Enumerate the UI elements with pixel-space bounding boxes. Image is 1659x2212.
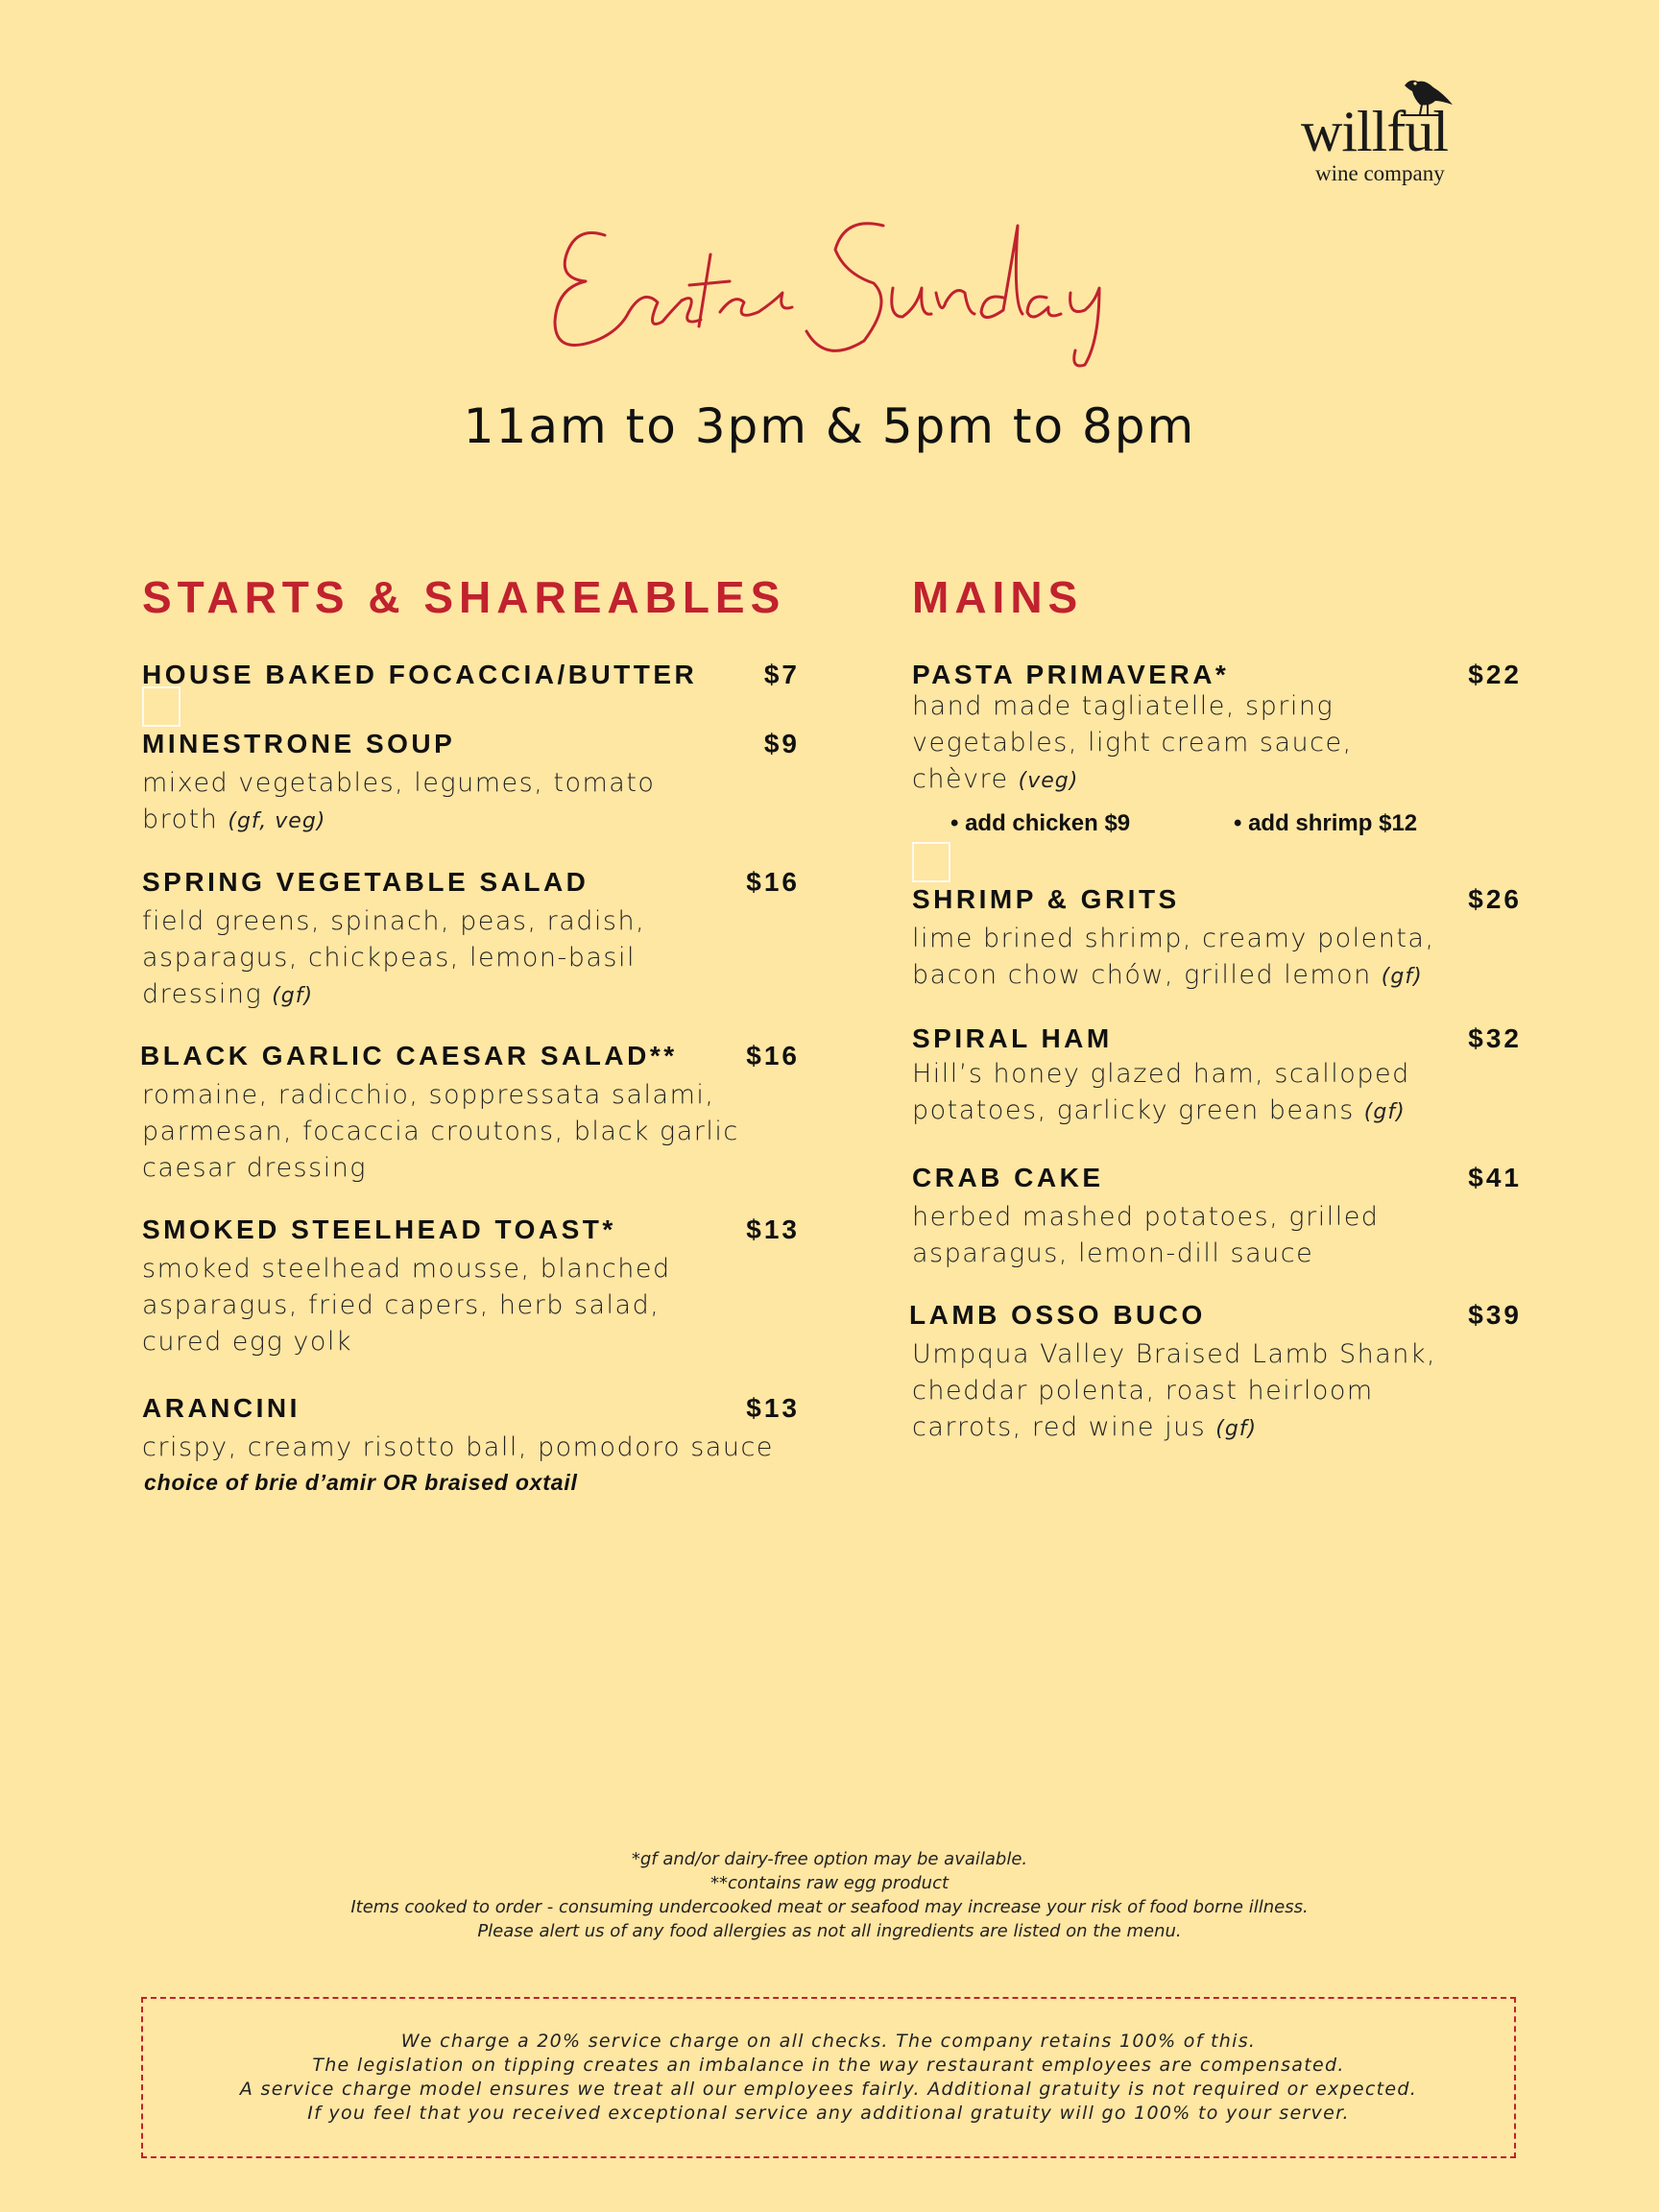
section-heading-starts: STARTS & SHAREABLES	[142, 572, 786, 622]
item-price: $7	[763, 660, 800, 689]
item-description	[912, 1056, 1410, 1131]
item-name: SPIRAL HAM	[912, 1023, 1113, 1053]
brand-subtitle: wine company	[1315, 161, 1445, 185]
item-price: $16	[746, 1041, 800, 1070]
item-name: HOUSE BAKED FOCACCIA/BUTTER	[142, 660, 698, 689]
item-name: CRAB CAKE	[912, 1163, 1104, 1192]
service-line: A service charge model ensures we treat all our employees fairly. Additional gratuity is not required or expected.	[239, 2079, 1418, 2100]
item-description	[912, 921, 1435, 996]
description-line: crispy, creamy risotto ball, pomodoro sauce	[142, 1432, 774, 1462]
description-line: Hill’s honey glazed ham, scalloped	[912, 1059, 1410, 1089]
description-line: potatoes, garlicky green beans	[912, 1095, 1355, 1125]
item-price: $16	[746, 867, 800, 897]
addon-chicken: • add chicken $9	[950, 810, 1131, 836]
description-line: Umpqua Valley Braised Lamb Shank,	[912, 1339, 1437, 1369]
opening-hours: 11am to 3pm & 5pm to 8pm	[463, 398, 1196, 454]
diet-tag: (gf)	[1381, 965, 1423, 989]
menu-title-script	[538, 197, 1133, 370]
service-line: We charge a 20% service charge on all checks. The company retains 100% of this.	[400, 2031, 1257, 2052]
description-line: herbed mashed potatoes, grilled	[912, 1202, 1380, 1232]
service-charge-box	[141, 1997, 1516, 2158]
description-line: asparagus, chickpeas, lemon-basil	[142, 943, 636, 973]
description-line: lime brined shrimp, creamy polenta,	[912, 924, 1435, 953]
item-description	[142, 765, 655, 840]
description-line: asparagus, lemon-dill sauce	[912, 1238, 1314, 1268]
description-line: bacon chow chów, grilled lemon	[912, 960, 1372, 990]
diet-tag: (gf)	[272, 984, 314, 1008]
description-line: romaine, radicchio, soppressata salami,	[142, 1080, 715, 1110]
service-line: If you feel that you received exceptional service any additional gratuity will go 100% to your server.	[307, 2103, 1350, 2124]
item-price: $13	[746, 1393, 800, 1423]
item-price: $41	[1468, 1163, 1522, 1192]
section-heading-mains: MAINS	[912, 572, 1084, 622]
item-name: MINESTRONE SOUP	[142, 729, 456, 758]
item-price: $39	[1468, 1300, 1522, 1330]
allergy-disclaimer	[0, 1847, 1659, 1943]
brand-logo	[1301, 72, 1493, 187]
item-price: $9	[763, 729, 800, 758]
item-name: PASTA PRIMAVERA*	[912, 660, 1230, 689]
description-line: carrots, red wine jus	[912, 1412, 1207, 1442]
item-name: ARANCINI	[142, 1393, 301, 1423]
item-name: LAMB OSSO BUCO	[909, 1300, 1206, 1330]
description-line: cheddar polenta, roast heirloom	[912, 1376, 1374, 1406]
description-line: field greens, spinach, peas, radish,	[142, 906, 646, 936]
item-description	[142, 903, 645, 1015]
item-description	[142, 1077, 739, 1187]
item-price: $13	[746, 1214, 800, 1244]
description-line: asparagus, fried capers, herb salad,	[142, 1290, 661, 1320]
diet-tag: (gf, veg)	[228, 809, 326, 833]
item-note: choice of brie d’amir OR braised oxtail	[144, 1470, 578, 1495]
item-name: SPRING VEGETABLE SALAD	[142, 867, 589, 897]
item-description	[142, 1251, 671, 1360]
description-line: vegetables, light cream sauce,	[912, 728, 1353, 757]
description-line: dressing	[142, 979, 263, 1009]
disclaimer-line: Please alert us of any food allergies as not all ingredients are listed on the menu.	[477, 1921, 1182, 1941]
item-price: $32	[1468, 1023, 1522, 1053]
disclaimer-line: Items cooked to order - consuming undercooked meat or seafood may increase your risk of food borne illness.	[350, 1897, 1309, 1917]
diet-tag: (gf)	[1215, 1417, 1258, 1441]
service-line: The legislation on tipping creates an imbalance in the way restaurant employees are compensated.	[312, 2055, 1345, 2076]
item-description	[912, 1199, 1379, 1272]
item-name: SHRIMP & GRITS	[912, 884, 1180, 914]
checkbox-square	[142, 686, 180, 727]
description-line: chèvre	[912, 764, 1009, 794]
item-price: $26	[1468, 884, 1522, 914]
item-description	[912, 688, 1353, 800]
description-line: cured egg yolk	[142, 1327, 353, 1357]
description-line: caesar dressing	[142, 1153, 368, 1183]
disclaimer-line: **contains raw egg product	[709, 1873, 950, 1893]
item-description	[912, 1336, 1436, 1448]
item-price: $22	[1468, 660, 1522, 689]
diet-tag: (gf)	[1363, 1100, 1406, 1124]
diet-tag: (veg)	[1018, 769, 1079, 793]
checkbox-square	[912, 842, 950, 882]
item-name: BLACK GARLIC CAESAR SALAD**	[140, 1041, 678, 1070]
item-name: SMOKED STEELHEAD TOAST*	[142, 1214, 616, 1244]
description-line: hand made tagliatelle, spring	[912, 691, 1334, 721]
description-line: mixed vegetables, legumes, tomato	[142, 768, 656, 798]
addon-shrimp: • add shrimp $12	[1234, 810, 1418, 836]
description-line: smoked steelhead mousse, blanched	[142, 1254, 671, 1284]
description-line: parmesan, focaccia croutons, black garlic	[142, 1117, 739, 1146]
disclaimer-line: *gf and/or dairy-free option may be available.	[631, 1849, 1028, 1869]
description-line: broth	[142, 805, 219, 834]
brand-name: willful	[1301, 100, 1448, 163]
item-description	[142, 1430, 774, 1466]
